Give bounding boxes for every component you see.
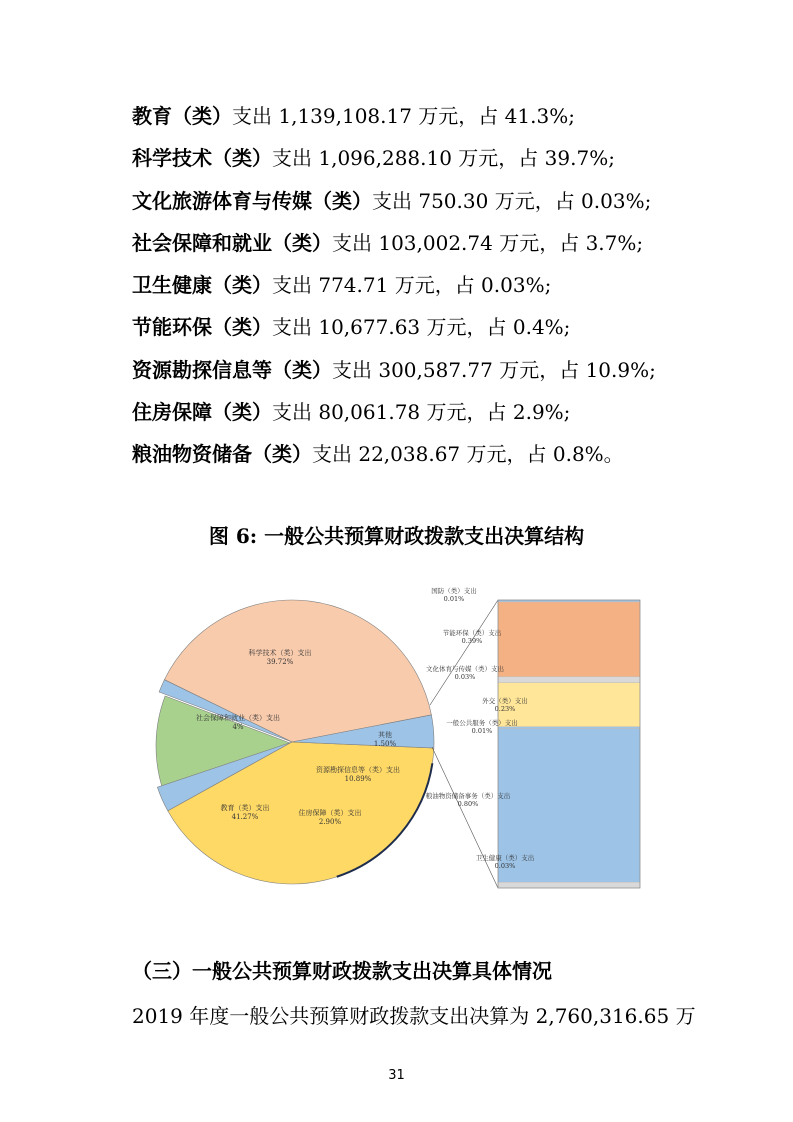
expense-line: 社会保障和就业（类）支出 103,002.74 万元，占 3.7%;	[132, 231, 644, 255]
expense-line: 资源勘探信息等（类）支出 300,587.77 万元，占 10.9%;	[132, 358, 656, 382]
slice-pct-label: 4%	[232, 723, 244, 731]
page-number: 31	[388, 1068, 405, 1083]
bar-label: 粮油物资储备事务（类）支出	[425, 792, 511, 800]
bar-segment	[498, 677, 640, 683]
bar-segment	[498, 602, 640, 677]
pie-of-bar-chart	[140, 585, 650, 895]
slice-pct-label: 2.90%	[318, 818, 342, 826]
connector-line	[430, 600, 498, 705]
bar-pct-label: 0.80%	[457, 800, 479, 808]
slice-label: 住房保障（类）支出	[298, 809, 362, 817]
bar-label: 一般公共服务（类）支出	[446, 719, 518, 727]
connector-line	[432, 747, 498, 888]
slice-label: 教育（类）支出	[220, 804, 270, 812]
bar-pct-label: 0.23%	[494, 705, 516, 713]
slice-pct-label: 39.72%	[266, 658, 294, 666]
slice-label: 科学技术（类）支出	[248, 649, 312, 657]
expense-line: 文化旅游体育与传媒（类）支出 750.30 万元，占 0.03%;	[132, 189, 652, 213]
expense-line: 粮油物资储备（类）支出 22,038.67 万元，占 0.8%。	[132, 442, 624, 466]
section-heading: （三）一般公共预算财政拨款支出决算具体情况	[132, 959, 552, 983]
paragraph: 2019 年度一般公共预算财政拨款支出决算为 2,760,316.65 万	[132, 1004, 696, 1028]
expense-line: 住房保障（类）支出 80,061.78 万元，占 2.9%;	[132, 400, 571, 424]
expense-line: 教育（类）支出 1,139,108.17 万元，占 41.3%;	[132, 104, 575, 128]
bar-pct-label: 0.01%	[443, 595, 465, 603]
expense-line: 卫生健康（类）支出 774.71 万元，占 0.03%;	[132, 273, 552, 297]
slice-label: 社会保障和就业（类）支出	[196, 714, 280, 722]
slice-label: 其他	[378, 731, 392, 739]
slice-pct-label: 10.89%	[344, 775, 372, 783]
bar-label: 国防（类）支出	[431, 587, 477, 595]
bar-segment	[498, 882, 640, 888]
expense-line: 科学技术（类）支出 1,096,288.10 万元，占 39.7%;	[132, 146, 615, 170]
slice-pct-label: 1.50%	[373, 740, 397, 748]
bar-label: 外交（类）支出	[482, 697, 528, 705]
bar-segments	[498, 600, 640, 888]
bar-pct-label: 0.39%	[461, 637, 483, 645]
bar-label: 文化体育与传媒（类）支出	[426, 665, 504, 673]
figure-title: 图 6: 一般公共预算财政拨款支出决算结构	[208, 524, 585, 548]
slice-pct-label: 41.27%	[231, 813, 259, 821]
slice-label: 资源勘探信息等（类）支出	[316, 766, 400, 774]
bar-pct-label: 0.03%	[494, 862, 516, 870]
bar-pct-label: 0.01%	[471, 727, 493, 735]
bar-pct-label: 0.03%	[454, 673, 476, 681]
bar-label: 节能环保（类）支出	[442, 629, 502, 637]
bar-label: 卫生健康（类）支出	[475, 854, 535, 862]
bar-segment	[498, 727, 640, 729]
expense-line: 节能环保（类）支出 10,677.63 万元，占 0.4%;	[132, 315, 571, 339]
